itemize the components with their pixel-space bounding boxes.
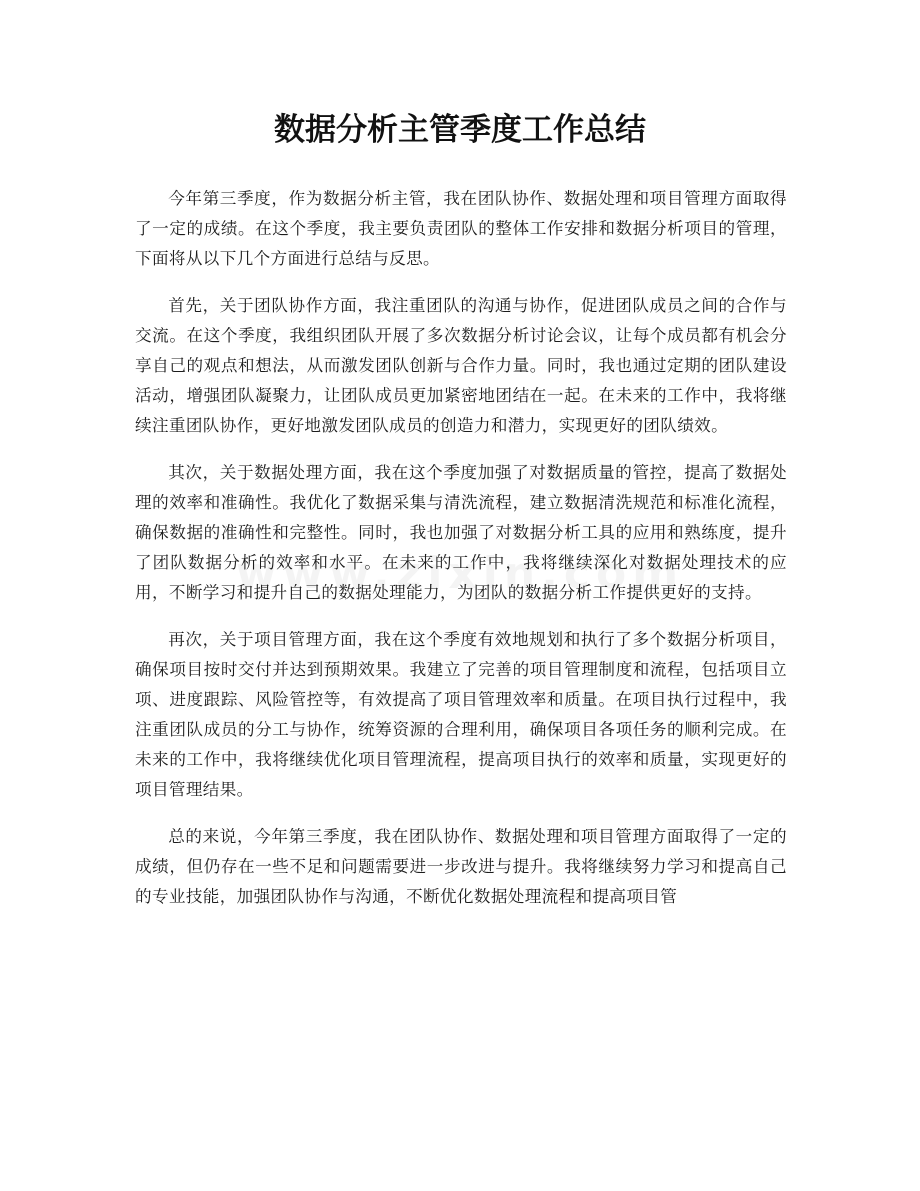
paragraph-intro: 今年第三季度，作为数据分析主管，我在团队协作、数据处理和项目管理方面取得了一定的成绩。在这个季度，我主要负责团队的整体工作安排和数据分析项目的管理，下面将从以下几个方面进行总结与反思。 <box>135 189 787 268</box>
paragraph-project-management: 再次，关于项目管理方面，我在这个季度有效地规划和执行了多个数据分析项目，确保项目按时交付并达到预期效果。我建立了完善的项目管理制度和流程，包括项目立项、进度跟踪、风险管控等，有效提高了项目管理效率和质量。在项目执行过程中，我注重团队成员的分工与协作，统筹资源的合理利用，确保项目各项任务的顺利完成。在未来的工作中，我将继续优化项目管理流程，提高项目执行的效率和质量，实现更好的项目管理结果。 <box>135 630 787 799</box>
page-title: 数据分析主管季度工作总结 <box>274 112 646 148</box>
paragraph-summary: 总的来说，今年第三季度，我在团队协作、数据处理和项目管理方面取得了一定的成绩，但仍存在一些不足和问题需要进一步改进与提升。我将继续努力学习和提高自己的专业技能，加强团队协作与沟通，不断优化数据处理流程和提高项目管 <box>135 827 787 906</box>
paragraph-data-processing: 其次，关于数据处理方面，我在这个季度加强了对数据质量的管控，提高了数据处理的效率和准确性。我优化了数据采集与清洗流程，建立数据清洗规范和标准化流程，确保数据的准确性和完整性。同时，我也加强了对数据分析工具的应用和熟练度，提升了团队数据分析的效率和水平。在未来的工作中，我将继续深化对数据处理技术的应用，不断学习和提升自己的数据处理能力，为团队的数据分析工作提供更好的支持。 <box>135 463 787 602</box>
document-body <box>135 184 787 929</box>
paragraph-team-collaboration: 首先，关于团队协作方面，我注重团队的沟通与协作，促进团队成员之间的合作与交流。在这个季度，我组织团队开展了多次数据分析讨论会议，让每个成员都有机会分享自己的观点和想法，从而激发团队创新与合作力量。同时，我也通过定期的团队建设活动，增强团队凝聚力，让团队成员更加紧密地团结在一起。在未来的工作中，我将继续注重团队协作，更好地激发团队成员的创造力和潜力，实现更好的团队绩效。 <box>135 296 787 435</box>
